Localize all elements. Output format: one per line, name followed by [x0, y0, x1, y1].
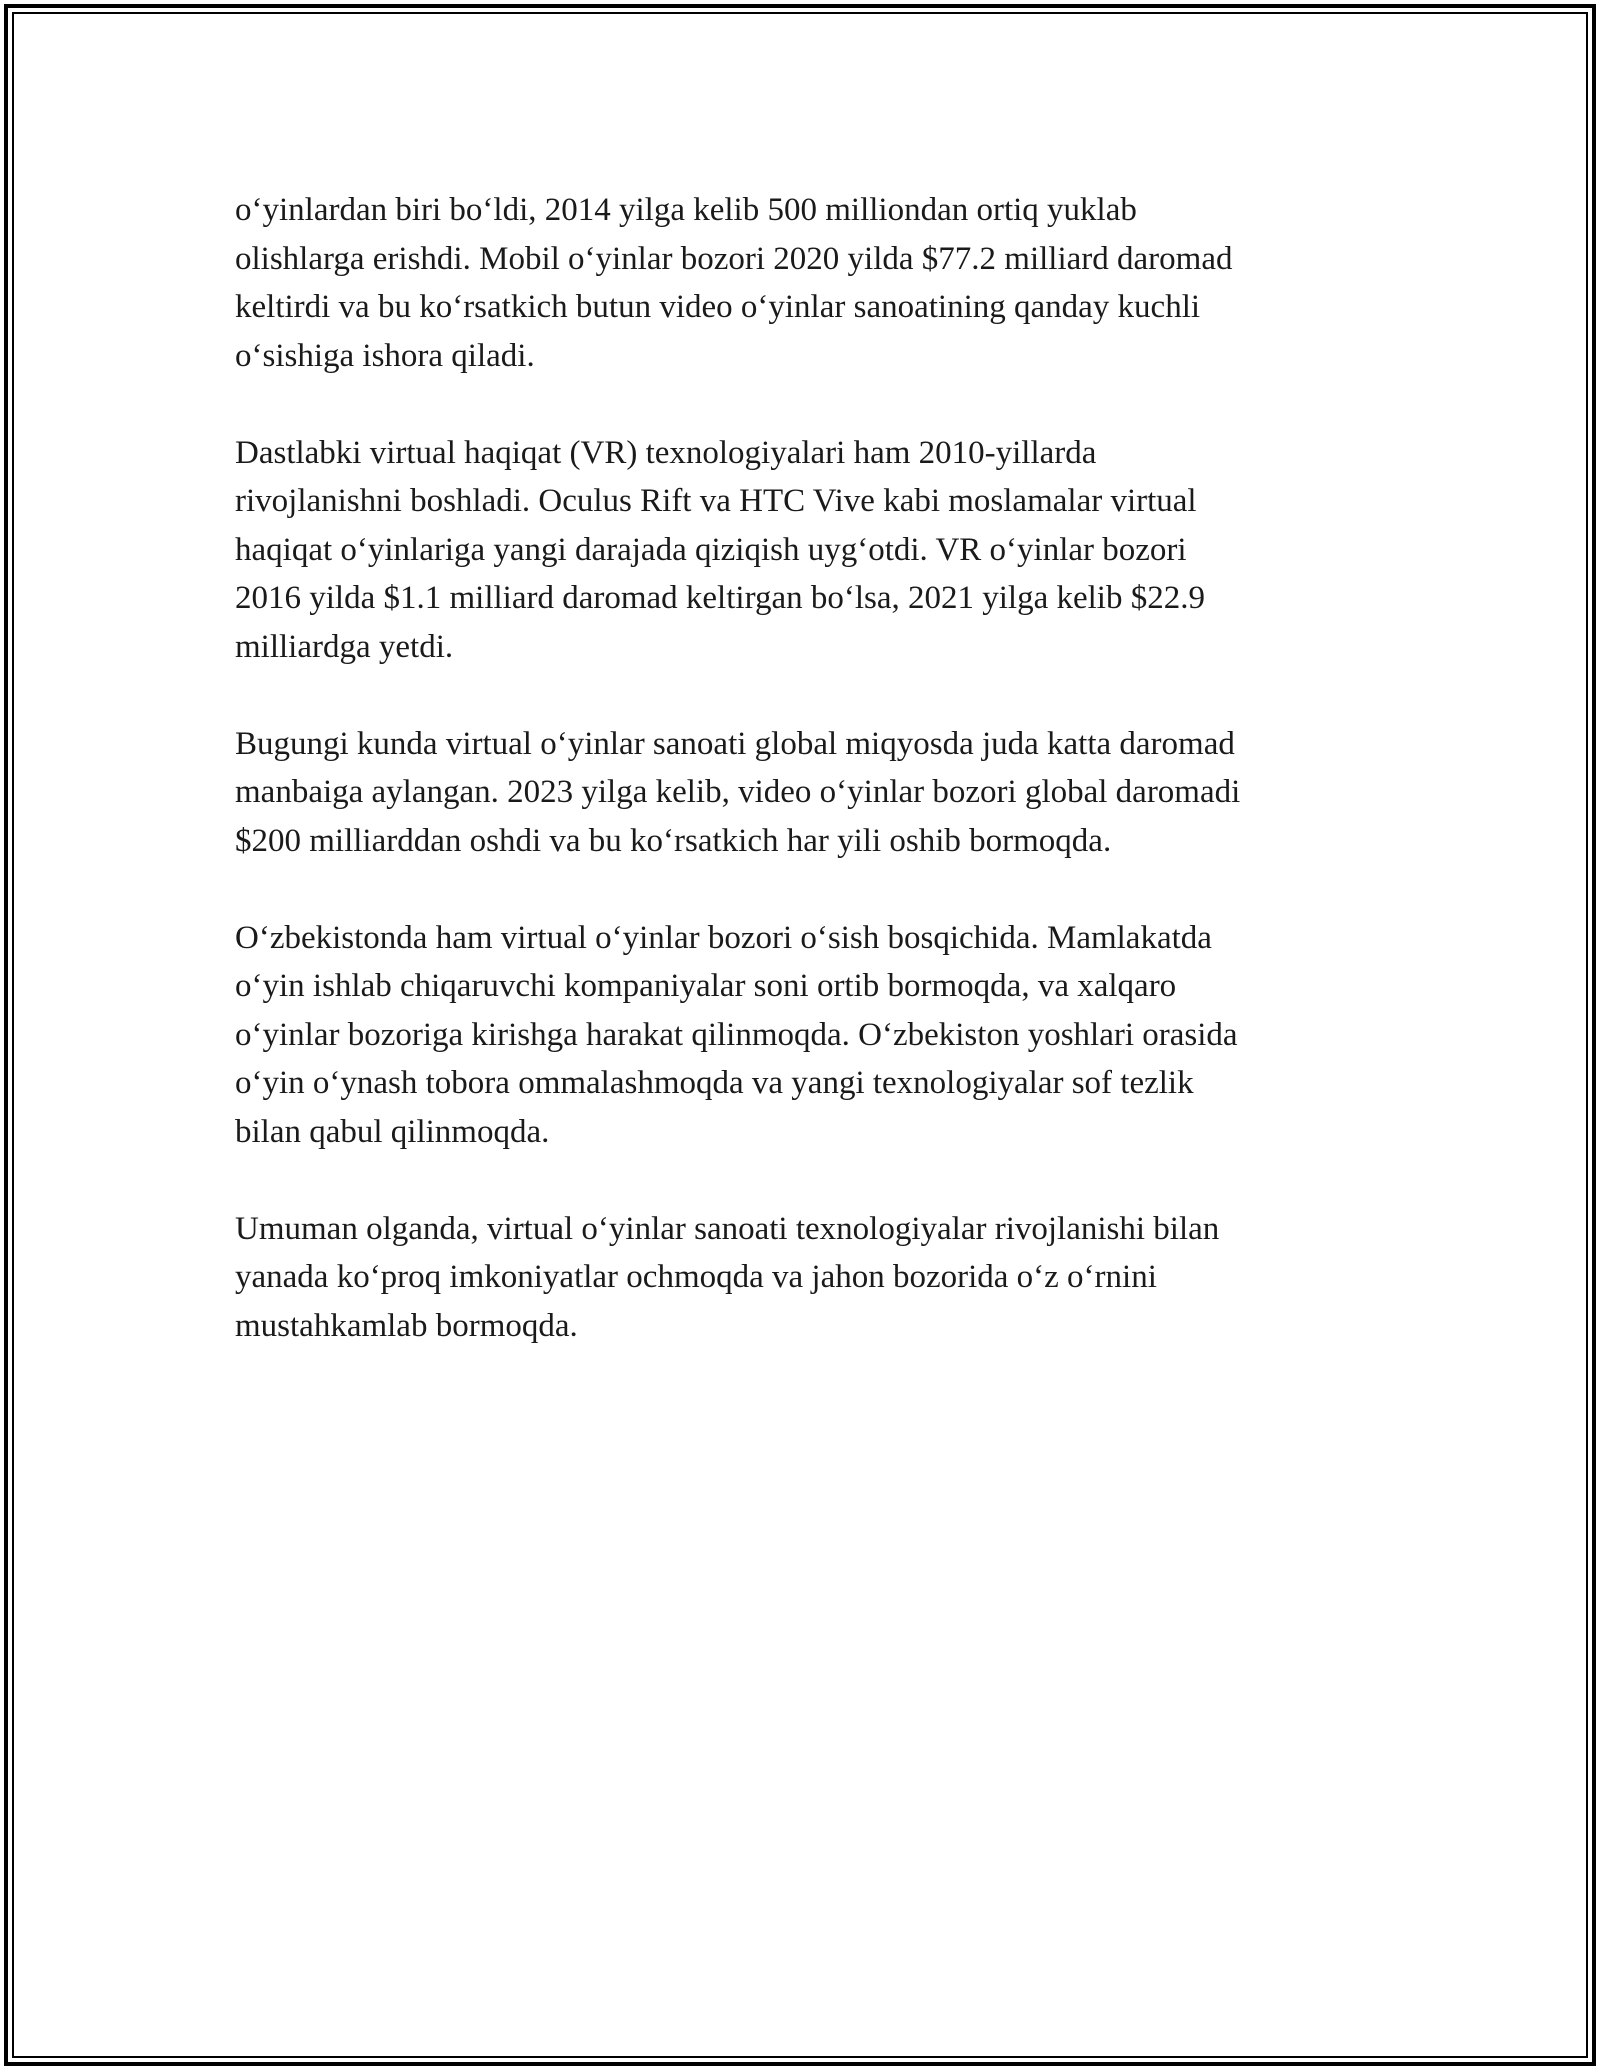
document-body: [235, 186, 1365, 1399]
paragraph-mobile-games: o‘yinlardan biri bo‘ldi, 2014 yilga kelib 500 milliondan ortiq yuklab olishlarga erishdi. Mobil o‘yinlar bozori 2020 yilda $77.2 milliard daromad keltirdi va bu ko‘rsatkich butun video o‘yinlar sanoatining qanday kuchli o‘sishiga ishora qiladi.: [235, 192, 1233, 374]
paragraph-uzbekistan-market: O‘zbekistonda ham virtual o‘yinlar bozori o‘sish bosqichida. Mamlakatda o‘yin ishlab chiqaruvchi kompaniyalar soni ortib bormoqda, va xalqaro o‘yinlar bozoriga kirishga harakat qilinmoqda. O‘zbekiston yoshlari orasida o‘yin o‘ynash tobora ommalashmoqda va yangi texnologiyalar sof tezlik bilan qabul qilinmoqda.: [235, 919, 1238, 1150]
paragraph-vr-technology: Dastlabki virtual haqiqat (VR) texnologiyalari ham 2010-yillarda rivojlanishni boshladi. Oculus Rift va HTC Vive kabi moslamalar virtual haqiqat o‘yinlariga yangi darajada qiziqish uyg‘otdi. VR o‘yinlar bozori 2016 yilda $1.1 milliard daromad keltirgan bo‘lsa, 2021 yilga kelib $22.9 milliardga yetdi.: [235, 434, 1205, 665]
paragraph-global-market: Bugungi kunda virtual o‘yinlar sanoati global miqyosda juda katta daromad manbaiga aylangan. 2023 yilga kelib, video o‘yinlar bozori global daromadi $200 milliarddan oshdi va bu ko‘rsatkich har yili oshib bormoqda.: [235, 725, 1241, 859]
paragraph-conclusion: Umuman olganda, virtual o‘yinlar sanoati texnologiyalar rivojlanishi bilan yanada ko‘proq imkoniyatlar ochmoqda va jahon bozorida o‘z o‘rnini mustahkamlab bormoqda.: [235, 1210, 1220, 1344]
